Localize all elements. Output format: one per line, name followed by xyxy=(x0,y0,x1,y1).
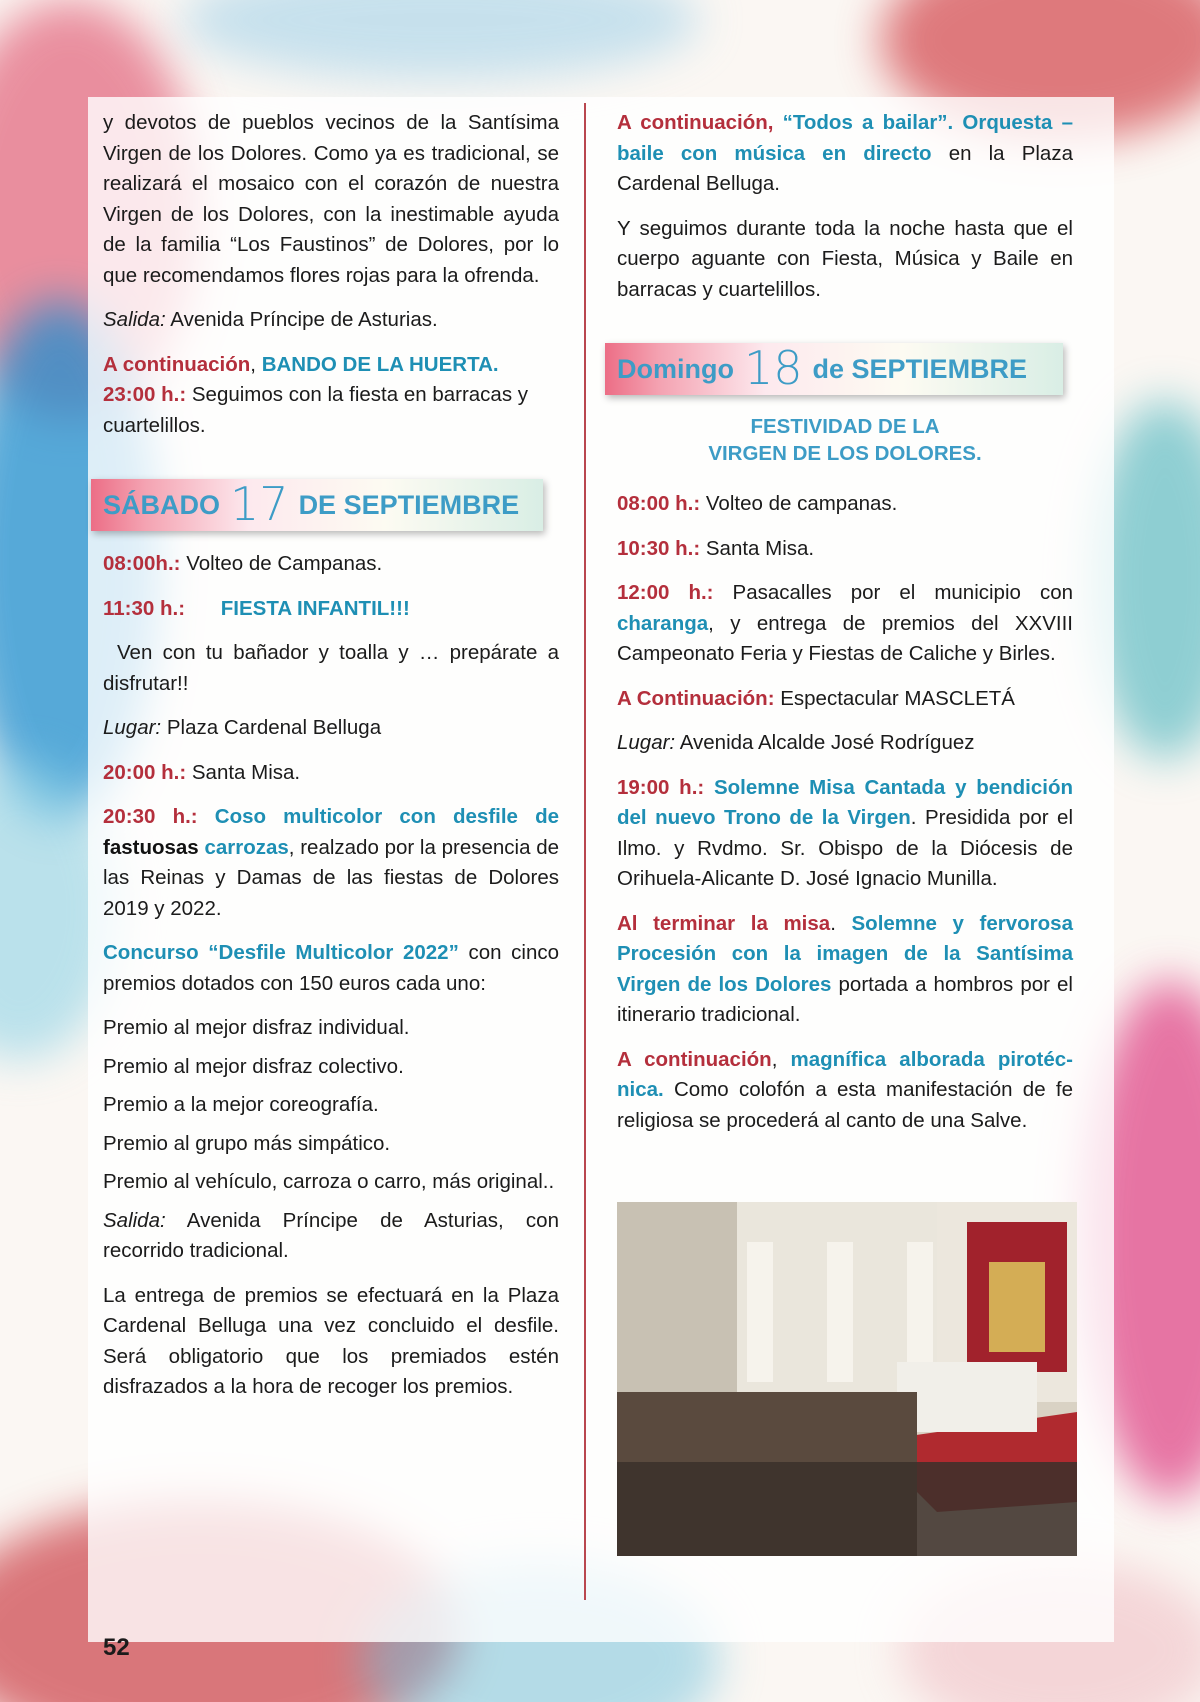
column xyxy=(907,1242,933,1382)
pews xyxy=(617,1462,1077,1556)
mascleta-line xyxy=(617,684,1073,715)
procesion-text: Solemne y fervorosa Procesión con la imagen de la Santísima Virgen de los Dolores xyxy=(617,911,1073,996)
saturday-header xyxy=(91,476,543,531)
text-0800: Volteo de campanas. xyxy=(705,492,898,515)
sun-0800 xyxy=(617,489,1073,520)
sun-1030 xyxy=(617,534,1073,565)
sun-1900 xyxy=(617,773,1073,895)
sat-2030 xyxy=(103,802,559,924)
column-divider xyxy=(584,103,586,1600)
entrega-paragraph: La entrega de premios se efectuará en la Plaza Cardenal Belluga una vez concluido el desfile. Será obligatorio que los premiados estén disfrazados a la hora de recoger los premios. xyxy=(103,1283,559,1398)
subtitle-line-1: FESTIVIDAD DE LA xyxy=(750,415,940,438)
lugar-label: Lugar: xyxy=(617,731,676,754)
sunday-header xyxy=(605,340,1063,395)
church-photo-illustration xyxy=(617,1202,1077,1556)
plaza-text: en la Plaza Cardenal Belluga. xyxy=(617,141,1073,195)
sat-0800 xyxy=(103,549,559,580)
terminar-label: Al terminar la misa xyxy=(617,911,831,935)
sat-1130 xyxy=(103,594,559,625)
carrozas: carrozas xyxy=(204,835,289,859)
salida2-text: Avenida Príncipe de Asturias, con recorrido tradicional. xyxy=(103,1208,559,1262)
continuacion-label: A continuación xyxy=(617,1047,772,1071)
noche-paragraph: Y seguimos durante toda la noche hasta que el cuerpo aguante con Fiesta, Música y Baile en barracas y cuartelillos. xyxy=(617,216,1073,301)
premio-item: Premio al mejor disfraz colectivo. xyxy=(103,1054,404,1078)
alborada-text: magnífica alborada pirotéc-nica. xyxy=(617,1047,1074,1101)
column xyxy=(747,1242,773,1382)
itinerario-text: portada a hombros por el itinerario tradicional. xyxy=(617,972,1073,1026)
salida2-line xyxy=(103,1206,559,1267)
concurso-line xyxy=(103,938,559,999)
subtitle-line-2: VIRGEN DE LOS DOLORES. xyxy=(708,442,982,465)
text-2300: Seguimos con la fiesta en barracas y cuartelillos. xyxy=(103,383,529,437)
time-1200: 12:00 h.: xyxy=(617,581,714,604)
sunday-number: 18 xyxy=(743,340,803,395)
text-1200-a: Pasacalles por el municipio con xyxy=(732,581,1073,604)
mascleta-text: Espectacular MASCLETÁ xyxy=(780,686,1015,710)
text-1200-b: , y entrega de premios del XXVIII Campeonato Feria y Fiestas de Caliche y Birles. xyxy=(617,611,1073,665)
comma: , xyxy=(771,1047,778,1071)
time-2000: 20:00 h.: xyxy=(103,760,187,784)
altar-table xyxy=(897,1362,1037,1432)
comma: , xyxy=(250,352,256,376)
todos-a-bailar xyxy=(617,108,1073,200)
procesion-line xyxy=(617,909,1073,1031)
continuacion-label: A Continuación: xyxy=(617,686,775,710)
lugar-text: Avenida Alcalde José Rodríguez xyxy=(679,731,975,754)
time-1130: 11:30 h.: xyxy=(103,596,186,620)
time-0800: 08:00h.: xyxy=(103,552,181,575)
left-column xyxy=(103,108,559,1417)
lugar-label: Lugar: xyxy=(103,716,162,739)
fiesta-infantil: FIESTA INFANTIL!!! xyxy=(220,596,410,620)
continuacion-label: A continuación xyxy=(103,352,251,376)
salida2-label: Salida: xyxy=(103,1208,166,1232)
saturday-day: SÁBADO xyxy=(103,489,221,520)
lugar-text: Plaza Cardenal Belluga xyxy=(166,716,382,739)
premio-item: Premio a la mejor coreografía. xyxy=(103,1093,379,1116)
charanga: charanga xyxy=(617,611,709,635)
banador-line: Ven con tu bañador y toalla y … prepárate a disfrutar!! xyxy=(103,641,559,695)
sat-2000 xyxy=(103,758,559,789)
premio-item: Premio al mejor disfraz individual. xyxy=(103,1016,410,1039)
sunday-day: Domingo xyxy=(617,353,734,384)
sunday-month: de SEPTIEMBRE xyxy=(812,353,1028,384)
continuacion-label: A continuación, xyxy=(617,111,774,134)
text-1900: . Presidida por el Ilmo. y Rvdmo. Sr. Obispo de la Diócesis de Orihuela-Alicante D. José Ignacio Munilla. xyxy=(617,806,1073,890)
intro-paragraph: y devotos de pueblos vecinos de la Santísima Virgen de los Dolores. Como ya es tradicional, se realizará el mosaico con el corazón de nuestra Virgen de los Dolores, con la inestimable ayuda de la familia “Los Faustinos” de Dolores, por lo que recomendamos flores rojas para la ofrenda. xyxy=(103,111,559,287)
salve-text: Como colofón a esta manifestación de fe religiosa se procederá al canto de una Salve. xyxy=(617,1078,1073,1132)
premio-item: Premio al vehículo, carroza o carro, más original.. xyxy=(103,1170,555,1193)
bando-line xyxy=(103,350,559,442)
sun-1200 xyxy=(617,578,1073,670)
saturday-number: 17 xyxy=(230,476,289,531)
misa-cantada: Solemne Misa Cantada y bendición del nuevo Trono de la Virgen xyxy=(617,775,1074,829)
salida-text: Avenida Príncipe de Asturias. xyxy=(170,308,438,331)
lugar-line xyxy=(103,713,559,744)
coso-multicolor: Coso multicolor con desfile de xyxy=(214,805,560,828)
text-2000: Santa Misa. xyxy=(191,760,301,784)
time-2300: 23:00 h.: xyxy=(103,383,187,406)
right-column xyxy=(617,108,1073,1150)
text-1030: Santa Misa. xyxy=(705,536,815,560)
time-0800: 08:00 h.: xyxy=(617,492,701,515)
time-1900: 19:00 h.: xyxy=(617,775,705,799)
fastuosas: fastuosas xyxy=(103,835,199,859)
orquesta-baile: “Todos a bailar”. Orquesta – baile con música en directo xyxy=(617,111,1073,165)
salida-label: Salida: xyxy=(103,308,166,331)
lugar-line xyxy=(617,728,1073,759)
time-1030: 10:30 h.: xyxy=(617,536,701,560)
festividad-subtitle xyxy=(617,413,1073,467)
concurso-text: con cinco premios dotados con 150 euros cada uno: xyxy=(103,941,560,995)
bando-label: BANDO DE LA HUERTA. xyxy=(261,352,499,376)
dot: . xyxy=(830,911,836,935)
concurso-title: Concurso “Desfile Multicolor 2022” xyxy=(103,941,459,964)
salida-line xyxy=(103,305,559,336)
premio-item: Premio al grupo más simpático. xyxy=(103,1131,391,1155)
text-0800: Volteo de Campanas. xyxy=(186,552,383,575)
page-number: 52 xyxy=(103,1634,130,1661)
time-2030: 20:30 h.: xyxy=(103,805,198,828)
alborada-line xyxy=(617,1045,1073,1137)
altarpiece xyxy=(989,1262,1045,1352)
church-interior-photo xyxy=(617,1202,1077,1556)
column xyxy=(827,1242,853,1382)
saturday-month: DE SEPTIEMBRE xyxy=(298,489,520,520)
text-2030: , realzado por la presencia de las Reinas y Damas de las fiestas de Dolores 2019 y 2022. xyxy=(103,835,559,920)
